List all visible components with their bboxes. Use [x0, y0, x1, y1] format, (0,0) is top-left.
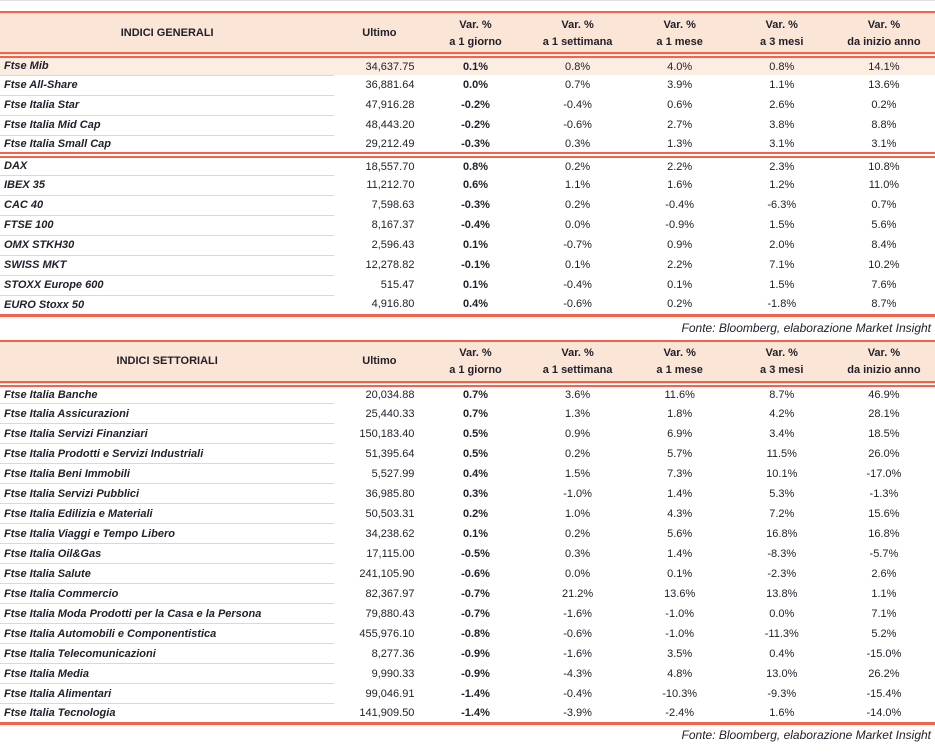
var-1d-cell: -0.7% — [461, 607, 490, 620]
var-1w-cell: 0.8% — [527, 55, 629, 75]
var-1m-cell: -1.0% — [665, 607, 695, 620]
column-header-var-1w: Var. % a 1 settimana — [527, 341, 629, 384]
var-ytd-cell: -15.0% — [866, 647, 902, 660]
last-price-cell: 9,990.33 — [371, 667, 415, 680]
var-3m-cell: 1.2% — [769, 179, 795, 191]
var-1d-cell: 0.2% — [462, 507, 489, 520]
table-row — [0, 384, 935, 404]
var-1m-cell: 13.6% — [664, 587, 696, 600]
index-name-cell: Ftse Italia Servizi Pubblici — [0, 484, 334, 504]
table-row — [0, 135, 935, 155]
var-ytd-cell: 26.0% — [868, 447, 900, 460]
var-ytd-cell: 10.8% — [868, 160, 900, 173]
table-row — [0, 524, 935, 544]
indici-settoriali-table — [0, 340, 935, 726]
var-3m-cell: 2.3% — [769, 160, 795, 173]
index-name-cell: Ftse Italia Oil&Gas — [0, 544, 334, 564]
index-name-cell: Ftse Italia Mid Cap — [0, 115, 334, 135]
var-1m-cell: 11.6% — [664, 389, 695, 401]
var-ytd-cell: 3.1% — [833, 135, 935, 155]
var-1d-cell: 0.4% — [462, 467, 489, 480]
var-1w-cell: -0.4% — [563, 99, 592, 111]
column-header-ultimo: Ultimo — [334, 341, 424, 384]
column-header-var-1m: Var. % a 1 mese — [629, 12, 731, 55]
var-1m-cell: 1.6% — [667, 179, 693, 191]
index-name-cell: FTSE 100 — [0, 215, 334, 235]
last-price-cell: 2,596.43 — [371, 239, 415, 251]
table-row — [0, 544, 935, 564]
table-row — [0, 624, 935, 644]
var-1w-cell: -0.6% — [527, 295, 629, 315]
var-1w-cell: -4.3% — [563, 667, 592, 680]
var-1d-cell: -0.1% — [461, 259, 490, 271]
index-name-cell: OMX STKH30 — [0, 235, 334, 255]
var-1d-cell: -0.9% — [461, 647, 490, 660]
var-1d-cell: 0.7% — [462, 407, 489, 420]
var-1d-cell: 0.7% — [462, 389, 489, 401]
var-1m-cell: 0.1% — [667, 279, 693, 291]
var-3m-cell: 13.8% — [766, 587, 798, 600]
var-1d-cell: -0.2% — [461, 119, 490, 131]
var-1w-cell: -0.7% — [563, 239, 592, 251]
var-1m-cell: 0.1% — [667, 567, 693, 580]
var-1m-cell: -2.4% — [629, 704, 731, 724]
var-3m-cell: 0.0% — [769, 607, 795, 620]
var-1w-cell: 0.2% — [565, 527, 591, 540]
table-header — [0, 12, 935, 55]
table-row — [0, 644, 935, 664]
table-row — [0, 704, 935, 724]
var-ytd-cell: 11.0% — [868, 179, 900, 191]
var-ytd-cell: -17.0% — [866, 467, 902, 480]
var-1d-cell: 0.0% — [462, 79, 489, 91]
table-row — [0, 255, 935, 275]
column-header-var-1d: Var. % a 1 giorno — [424, 341, 526, 384]
last-price-cell: 141,909.50 — [334, 704, 424, 724]
index-name-cell: Ftse Italia Beni Immobili — [0, 464, 334, 484]
last-price-cell: 5,527.99 — [371, 467, 415, 480]
var-3m-cell: 3.4% — [769, 427, 795, 440]
var-1w-cell: 0.0% — [565, 567, 591, 580]
table-body — [0, 55, 935, 315]
index-name-cell: Ftse Italia Edilizia e Materiali — [0, 504, 334, 524]
table-row — [0, 684, 935, 704]
var-1w-cell: -1.0% — [563, 487, 592, 500]
var-1m-cell: 2.7% — [667, 119, 693, 131]
var-1w-cell: -0.4% — [563, 279, 592, 291]
var-1d-cell: 0.5% — [462, 427, 489, 440]
var-1m-cell: 0.2% — [629, 295, 731, 315]
var-ytd-cell: 8.8% — [871, 119, 897, 131]
var-3m-cell: -9.3% — [767, 687, 797, 700]
var-1w-cell: 1.3% — [565, 407, 591, 420]
var-1m-cell: 4.8% — [667, 667, 693, 680]
indici-generali-table — [0, 11, 935, 317]
var-1d-cell: 0.4% — [424, 295, 526, 315]
var-3m-cell: 4.2% — [769, 407, 795, 420]
last-price-cell: 36,881.64 — [365, 79, 415, 91]
var-1d-cell: -0.7% — [461, 587, 490, 600]
var-1m-cell: 5.7% — [667, 447, 693, 460]
last-price-cell: 150,183.40 — [359, 427, 415, 440]
var-1m-cell: 4.3% — [667, 507, 693, 520]
var-1m-cell: 2.2% — [667, 160, 693, 173]
index-name-cell: EURO Stoxx 50 — [0, 295, 334, 315]
var-3m-cell: -6.3% — [767, 199, 797, 211]
var-1m-cell: -1.0% — [665, 627, 695, 640]
var-ytd-cell: 13.6% — [868, 79, 900, 91]
index-name-cell: Ftse Italia Media — [0, 664, 334, 684]
last-price-cell: 51,395.64 — [365, 447, 415, 460]
var-1d-cell: 0.1% — [424, 55, 526, 75]
var-1w-cell: 3.6% — [565, 389, 591, 401]
index-name-cell: STOXX Europe 600 — [0, 275, 334, 295]
index-name-cell: Ftse Italia Viaggi e Tempo Libero — [0, 524, 334, 544]
var-1w-cell: 0.2% — [565, 199, 591, 211]
table-header — [0, 341, 935, 384]
last-price-cell: 515.47 — [380, 279, 415, 291]
index-name-cell: Ftse Italia Prodotti e Servizi Industriali — [0, 444, 334, 464]
last-price-cell: 8,167.37 — [371, 219, 415, 231]
var-3m-cell: 0.8% — [731, 55, 833, 75]
last-price-cell: 7,598.63 — [371, 199, 415, 211]
var-3m-cell: -1.8% — [731, 295, 833, 315]
table-row — [0, 75, 935, 95]
var-1w-cell: 21.2% — [561, 587, 594, 600]
var-1w-cell: 1.5% — [565, 467, 591, 480]
var-ytd-cell: 18.5% — [868, 427, 900, 440]
table-row — [0, 235, 935, 255]
index-name-cell: Ftse Italia Telecomunicazioni — [0, 644, 334, 664]
var-1d-cell: 0.8% — [462, 160, 489, 173]
column-header-var-1m: Var. % a 1 mese — [629, 341, 731, 384]
var-1w-cell: -0.6% — [563, 627, 592, 640]
var-3m-cell: 1.5% — [769, 219, 795, 231]
table-row — [0, 404, 935, 424]
var-1d-cell: -0.2% — [461, 99, 490, 111]
var-1w-cell: -3.9% — [527, 704, 629, 724]
index-name-cell: Ftse Italia Assicurazioni — [0, 404, 334, 424]
table-row — [0, 664, 935, 684]
table-row — [0, 195, 935, 215]
var-ytd-cell: 1.1% — [871, 587, 897, 600]
var-1d-cell: -0.3% — [424, 135, 526, 155]
table-row — [0, 295, 935, 315]
var-1m-cell: 5.6% — [667, 527, 693, 540]
var-1w-cell: 1.0% — [565, 507, 591, 520]
var-ytd-cell: 5.2% — [871, 627, 897, 640]
last-price-cell: 17,115.00 — [366, 547, 415, 560]
last-price-cell: 50,503.31 — [365, 507, 415, 520]
table-body — [0, 384, 935, 724]
table-row — [0, 604, 935, 624]
index-name-cell: Ftse Italia Salute — [0, 564, 334, 584]
table-row — [0, 504, 935, 524]
index-name-cell: Ftse Italia Moda Prodotti per la Casa e la Persona — [0, 604, 334, 624]
index-name-cell: IBEX 35 — [0, 175, 334, 195]
var-1w-cell: 0.2% — [565, 447, 591, 460]
var-1w-cell: -1.6% — [563, 607, 592, 620]
var-3m-cell: 2.0% — [769, 239, 795, 251]
last-price-cell: 8,277.36 — [371, 647, 415, 660]
var-3m-cell: -8.3% — [767, 547, 797, 560]
var-1d-cell: -0.4% — [461, 219, 490, 231]
var-3m-cell: 1.5% — [769, 279, 795, 291]
var-ytd-cell: 8.7% — [833, 295, 935, 315]
var-3m-cell: 7.1% — [769, 259, 795, 271]
last-price-cell: 29,212.49 — [334, 135, 424, 155]
var-ytd-cell: 2.6% — [871, 567, 897, 580]
last-price-cell: 11,212.70 — [366, 179, 415, 191]
last-price-cell: 36,985.80 — [365, 487, 415, 500]
var-1d-cell: -1.4% — [424, 704, 526, 724]
var-1d-cell: -0.3% — [461, 199, 490, 211]
table-row — [0, 115, 935, 135]
var-1w-cell: 0.0% — [565, 219, 591, 231]
var-1m-cell: 1.8% — [667, 407, 693, 420]
table-title: INDICI SETTORIALI — [0, 341, 334, 384]
table-row — [0, 564, 935, 584]
column-header-var-1w: Var. % a 1 settimana — [527, 12, 629, 55]
last-price-cell: 34,238.62 — [365, 527, 415, 540]
index-name-cell: Ftse Italia Tecnologia — [0, 704, 334, 724]
var-1d-cell: -0.9% — [461, 667, 490, 680]
var-ytd-cell: 5.6% — [871, 219, 897, 231]
var-3m-cell: 11.5% — [766, 447, 797, 460]
var-1m-cell: 4.0% — [629, 55, 731, 75]
var-3m-cell: 1.1% — [769, 79, 795, 91]
var-3m-cell: 2.6% — [769, 99, 795, 111]
var-1w-cell: 0.7% — [565, 79, 591, 91]
table-row — [0, 155, 935, 175]
column-header-var-ytd: Var. % da inizio anno — [833, 12, 935, 55]
var-1w-cell: 0.9% — [565, 427, 591, 440]
var-ytd-cell: 28.1% — [868, 407, 900, 420]
index-name-cell: DAX — [0, 155, 334, 175]
index-name-cell: Ftse Italia Automobili e Componentistica — [0, 624, 334, 644]
var-ytd-cell: -1.3% — [869, 487, 899, 500]
last-price-cell: 82,367.97 — [365, 587, 415, 600]
var-1w-cell: 0.2% — [565, 160, 591, 173]
var-3m-cell: 8.7% — [769, 389, 795, 401]
var-1m-cell: 6.9% — [667, 427, 693, 440]
var-1m-cell: -0.9% — [665, 219, 695, 231]
index-name-cell: Ftse Italia Star — [0, 95, 334, 115]
var-3m-cell: 0.4% — [769, 647, 795, 660]
table-row — [0, 55, 935, 75]
var-ytd-cell: 7.6% — [871, 279, 897, 291]
table-row — [0, 484, 935, 504]
table-row — [0, 275, 935, 295]
var-ytd-cell: 8.4% — [871, 239, 897, 251]
index-name-cell: Ftse Italia Small Cap — [0, 135, 334, 155]
index-name-cell: SWISS MKT — [0, 255, 334, 275]
table-row — [0, 175, 935, 195]
var-ytd-cell: 26.2% — [868, 667, 900, 680]
var-ytd-cell: 16.8% — [868, 527, 900, 540]
var-1m-cell: 0.9% — [667, 239, 693, 251]
last-price-cell: 18,557.70 — [365, 160, 415, 173]
var-1w-cell: -1.6% — [563, 647, 592, 660]
last-price-cell: 25,440.33 — [365, 407, 415, 420]
var-ytd-cell: 46.9% — [868, 389, 900, 401]
indici-generali-section — [0, 11, 935, 340]
var-1m-cell: -10.3% — [662, 687, 698, 700]
last-price-cell: 12,278.82 — [365, 259, 415, 271]
var-1m-cell: -0.4% — [665, 199, 695, 211]
var-ytd-cell: 0.7% — [871, 199, 897, 211]
last-price-cell: 99,046.91 — [365, 687, 415, 700]
var-1m-cell: 7.3% — [667, 467, 693, 480]
index-name-cell: Ftse Italia Servizi Finanziari — [0, 424, 334, 444]
var-1d-cell: -0.8% — [461, 627, 490, 640]
var-1w-cell: 0.1% — [565, 259, 591, 271]
var-1w-cell: -0.4% — [563, 687, 592, 700]
var-1d-cell: 0.6% — [462, 179, 489, 191]
last-price-cell: 48,443.20 — [365, 119, 415, 131]
var-1d-cell: -0.5% — [461, 547, 490, 560]
var-3m-cell: -11.3% — [764, 627, 799, 640]
var-ytd-cell: 0.2% — [871, 99, 897, 111]
index-name-cell: Ftse Italia Banche — [0, 384, 334, 404]
var-1m-cell: 2.2% — [667, 259, 693, 271]
var-1d-cell: 0.5% — [462, 447, 489, 460]
var-3m-cell: 13.0% — [766, 667, 798, 680]
table-row — [0, 424, 935, 444]
last-price-cell: 34,637.75 — [334, 55, 424, 75]
last-price-cell: 47,916.28 — [365, 99, 415, 111]
column-header-var-1d: Var. % a 1 giorno — [424, 12, 526, 55]
var-1d-cell: 0.1% — [462, 239, 489, 251]
column-header-var-3m: Var. % a 3 mesi — [731, 12, 833, 55]
index-name-cell: Ftse Mib — [0, 55, 334, 75]
var-ytd-cell: 7.1% — [871, 607, 897, 620]
var-3m-cell: 7.2% — [769, 507, 795, 520]
table-row — [0, 444, 935, 464]
last-price-cell: 79,880.43 — [365, 607, 415, 620]
index-name-cell: Ftse All-Share — [0, 75, 334, 95]
var-1w-cell: 0.3% — [565, 547, 591, 560]
var-ytd-cell: -15.4% — [866, 687, 902, 700]
var-3m-cell: 3.8% — [769, 119, 795, 131]
table-title: INDICI GENERALI — [0, 12, 334, 55]
var-3m-cell: 1.6% — [731, 704, 833, 724]
column-header-ultimo: Ultimo — [334, 12, 424, 55]
var-1m-cell: 3.9% — [667, 79, 693, 91]
var-1m-cell: 1.4% — [667, 487, 693, 500]
var-1m-cell: 1.3% — [629, 135, 731, 155]
column-header-var-ytd: Var. % da inizio anno — [833, 341, 935, 384]
last-price-cell: 455,976.10 — [359, 627, 415, 640]
var-ytd-cell: -5.7% — [869, 547, 899, 560]
var-1d-cell: -0.6% — [461, 567, 490, 580]
last-price-cell: 241,105.90 — [359, 567, 415, 580]
var-1m-cell: 3.5% — [667, 647, 693, 660]
source-note: Fonte: Bloomberg, elaborazione Market Insight — [681, 321, 931, 335]
var-ytd-cell: 10.2% — [868, 259, 900, 271]
var-1d-cell: 0.1% — [462, 279, 489, 291]
indici-settoriali-section — [0, 340, 935, 746]
last-price-cell: 20,034.88 — [365, 389, 415, 401]
var-1m-cell: 1.4% — [667, 547, 693, 560]
var-1w-cell: -0.6% — [563, 119, 592, 131]
index-name-cell: Ftse Italia Commercio — [0, 584, 334, 604]
source-note: Fonte: Bloomberg, elaborazione Market Insight — [681, 728, 931, 742]
index-name-cell: Ftse Italia Alimentari — [0, 684, 334, 704]
var-ytd-cell: 15.6% — [868, 507, 900, 520]
table-row — [0, 584, 935, 604]
var-ytd-cell: 14.1% — [833, 55, 935, 75]
last-price-cell: 4,916.80 — [334, 295, 424, 315]
var-1d-cell: -1.4% — [461, 687, 490, 700]
column-header-var-3m: Var. % a 3 mesi — [731, 341, 833, 384]
var-ytd-cell: -14.0% — [833, 704, 935, 724]
var-3m-cell: 16.8% — [766, 527, 798, 540]
var-1d-cell: 0.1% — [462, 527, 489, 540]
var-1d-cell: 0.3% — [462, 487, 489, 500]
var-3m-cell: -2.3% — [767, 567, 797, 580]
var-3m-cell: 3.1% — [731, 135, 833, 155]
table-row — [0, 215, 935, 235]
var-1m-cell: 0.6% — [667, 99, 693, 111]
var-1w-cell: 1.1% — [565, 179, 591, 191]
table-row — [0, 95, 935, 115]
table-row — [0, 464, 935, 484]
var-3m-cell: 5.3% — [769, 487, 795, 500]
var-1w-cell: 0.3% — [527, 135, 629, 155]
index-name-cell: CAC 40 — [0, 195, 334, 215]
var-3m-cell: 10.1% — [766, 467, 798, 480]
